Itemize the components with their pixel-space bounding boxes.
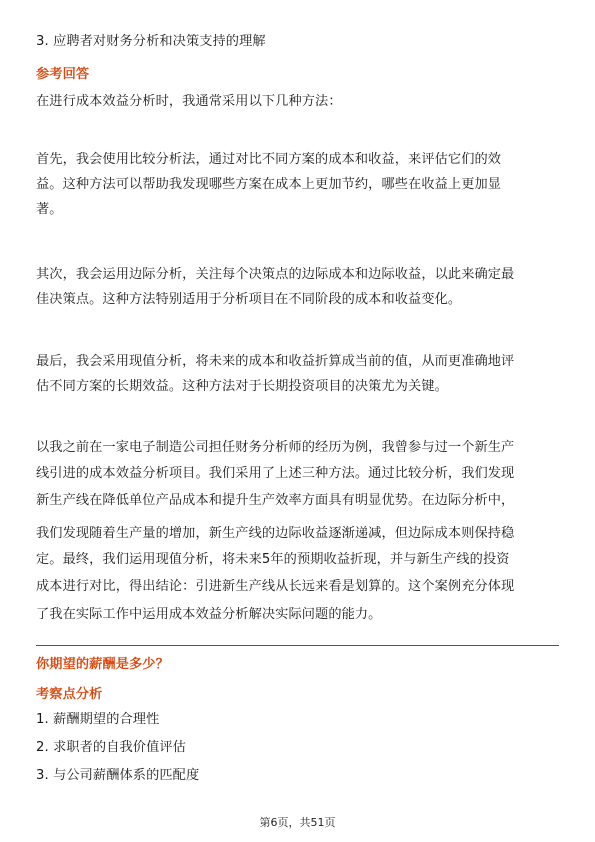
answer-paragraph-3-line-1: 最后，我会采用现值分析，将未来的成本和收益折算成当前的值，从而更准确地评 — [36, 354, 515, 369]
answer-paragraph-1-line-3: 著。 — [36, 202, 63, 217]
question-intro: 3. 应聘者对财务分析和决策支持的理解 — [36, 34, 266, 49]
answer-paragraph-4-line-2: 线引进的成本效益分析项目。我们采用了上述三种方法。通过比较分析，我们发现 — [36, 466, 515, 481]
analysis-heading: 考察点分析 — [36, 687, 103, 702]
answer-paragraph-2-line-2: 佳决策点。这种方法特别适用于分析项目在不同阶段的成本和收益变化。 — [36, 292, 462, 307]
reference-answer-heading: 参考回答 — [36, 67, 90, 82]
answer-paragraph-4-line-7: 了我在实际工作中运用成本效益分析解决实际问题的能力。 — [36, 607, 382, 622]
answer-paragraph-4-line-4: 我们发现随着生产量的增加，新生产线的边际收益逐渐递减，但边际成本则保持稳 — [36, 526, 515, 541]
answer-paragraph-4-line-5: 定。最终，我们运用现值分析，将未来5年的预期收益折现，并与新生产线的投资 — [36, 552, 510, 567]
answer-paragraph-4-line-3: 新生产线在降低单位产品成本和提升生产效率方面具有明显优势。在边际分析中， — [36, 493, 515, 508]
answer-paragraph-1-line-2: 益。这种方法可以帮助我发现哪些方案在成本上更加节约，哪些在收益上更加显 — [36, 177, 502, 192]
next-question-title: 你期望的薪酬是多少？ — [36, 657, 169, 672]
answer-paragraph-2-line-1: 其次，我会运用边际分析，关注每个决策点的边际成本和边际收益，以此来确定最 — [36, 267, 515, 282]
answer-paragraph-4-line-6: 成本进行对比，得出结论：引进新生产线从长远来看是划算的。这个案例充分体现 — [36, 579, 515, 594]
analysis-point-1: 1. 薪酬期望的合理性 — [36, 712, 160, 727]
answer-paragraph-1-line-1: 首先，我会使用比较分析法，通过对比不同方案的成本和收益，来评估它们的效 — [36, 152, 502, 167]
section-divider — [36, 645, 559, 646]
analysis-point-3: 3. 与公司薪酬体系的匹配度 — [36, 768, 200, 783]
answer-paragraph-3-line-2: 估不同方案的长期效益。这种方法对于长期投资项目的决策尤为关键。 — [36, 379, 448, 394]
answer-intro-line: 在进行成本效益分析时，我通常采用以下几种方法： — [36, 94, 342, 109]
analysis-point-2: 2. 求职者的自我价值评估 — [36, 740, 186, 755]
page-number: 第6页，共51页 — [259, 816, 336, 829]
answer-paragraph-4-line-1: 以我之前在一家电子制造公司担任财务分析师的经历为例，我曾参与过一个新生产 — [36, 440, 515, 455]
